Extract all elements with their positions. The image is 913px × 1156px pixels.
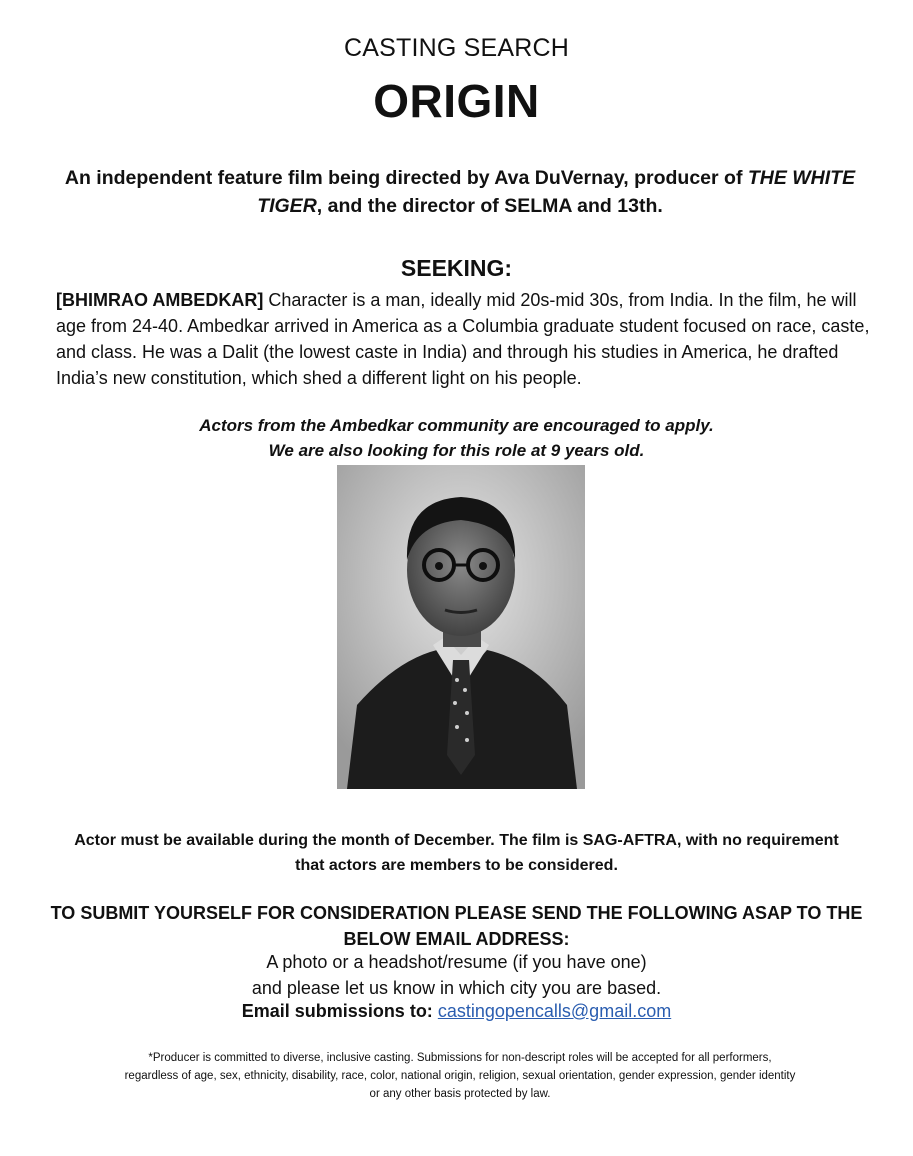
submission-heading: TO SUBMIT YOURSELF FOR CONSIDERATION PLEASE SEND THE FOLLOWING ASAP TO THE BELOW EMAIL ADDRESS: — [50, 903, 863, 949]
role-description-text: Character is a man, ideally mid 20s-mid 30s, from India. In the film, he will age from 24-40. Ambedkar arrived in America as a Columbia graduate student focused on race, caste, and class. He was a Dalit (the lowest caste in India) and through his studies in America, he drafted India’s new constitution, which shed a different light on his people. — [56, 290, 870, 388]
child-role-note: We are also looking for this role at 9 years old. — [268, 441, 645, 460]
email-link[interactable]: castingopencalls@gmail.com — [437, 1001, 672, 1021]
submission-requirement-photo: A photo or a headshot/resume (if you have one) — [266, 952, 647, 972]
casting-search-kicker: CASTING SEARCH — [343, 34, 570, 62]
role-description — [56, 287, 886, 391]
film-title: ORIGIN — [373, 75, 540, 127]
intro-paragraph — [60, 164, 860, 220]
seeking-heading: SEEKING: — [400, 255, 513, 281]
role-name: [BHIMRAO AMBEDKAR] — [56, 290, 264, 310]
availability-note: Actor must be available during the month of December. The film is SAG-AFTRA, with no requirement that actors are members to be considered. — [74, 832, 839, 874]
intro-text-2: , and the director of — [316, 195, 505, 217]
intro-text-3: and — [571, 195, 618, 217]
intro-film-title-selma: SELMA — [504, 195, 572, 217]
intro-film-title-13th: 13th — [617, 195, 658, 217]
email-label: Email submissions to: — [241, 1001, 433, 1021]
intro-text-4: . — [657, 195, 663, 217]
intro-text-1: An independent feature film being directed by Ava DuVernay, producer of — [64, 167, 748, 189]
intro-film-title-white-tiger: THE WHITE TIGER — [257, 167, 856, 217]
inclusive-casting-disclaimer: *Producer is committed to diverse, inclusive casting. Submissions for non-descript roles will be accepted for all performers, regardless of age, sex, ethnicity, disability, race, color, national origin, religion, sexual orientation, gender expression, gender identity or any other basis protected by law. — [124, 1052, 796, 1100]
email-submission-line — [0, 1001, 913, 1022]
community-note: Actors from the Ambedkar community are encouraged to apply. — [199, 416, 714, 435]
portrait-photo — [337, 465, 585, 789]
submission-requirement-city: and please let us know in which city you are based. — [251, 978, 662, 998]
